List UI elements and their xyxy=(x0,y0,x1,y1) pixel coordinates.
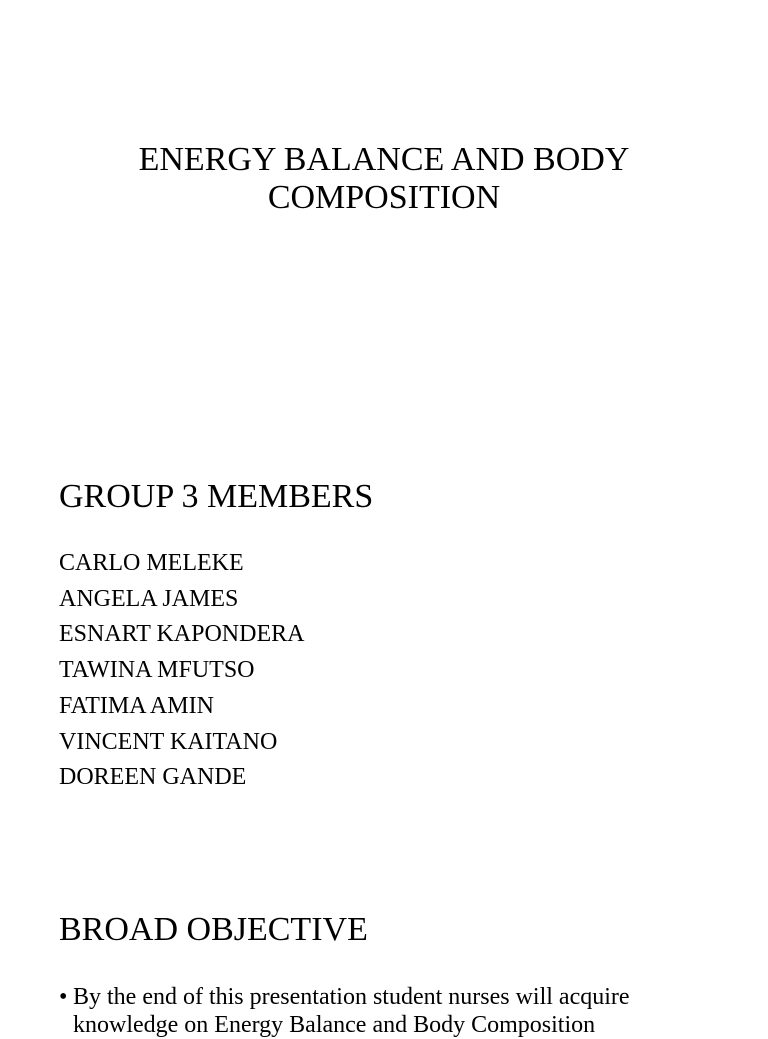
objective-bullet-item xyxy=(59,983,719,1039)
members-heading: GROUP 3 MEMBERS xyxy=(59,478,374,515)
member-name: ESNART KAPONDERA xyxy=(59,621,305,648)
member-name: TAWINA MFUTSO xyxy=(59,657,255,684)
member-name: CARLO MELEKE xyxy=(59,550,244,576)
title-line-2: COMPOSITION xyxy=(267,179,501,216)
objective-slide xyxy=(0,864,768,1038)
objective-heading: BROAD OBJECTIVE xyxy=(59,911,368,948)
member-name: ANGELA JAMES xyxy=(59,585,239,612)
presentation-title xyxy=(0,141,768,217)
title-line-1: ENERGY BALANCE AND BODY xyxy=(138,141,630,178)
member-name: FATIMA AMIN xyxy=(59,692,214,719)
objective-bullet-list xyxy=(59,983,719,1039)
objective-text: By the end of this presentation student nurses will acquire knowledge on Energy Balance and Body Composition xyxy=(73,984,630,1038)
bullet-icon: • xyxy=(59,984,68,1010)
members-slide xyxy=(0,432,768,864)
title-slide xyxy=(0,0,768,432)
members-list xyxy=(59,546,304,796)
member-name: VINCENT KAITANO xyxy=(59,728,278,755)
member-name: DOREEN GANDE xyxy=(59,764,247,791)
